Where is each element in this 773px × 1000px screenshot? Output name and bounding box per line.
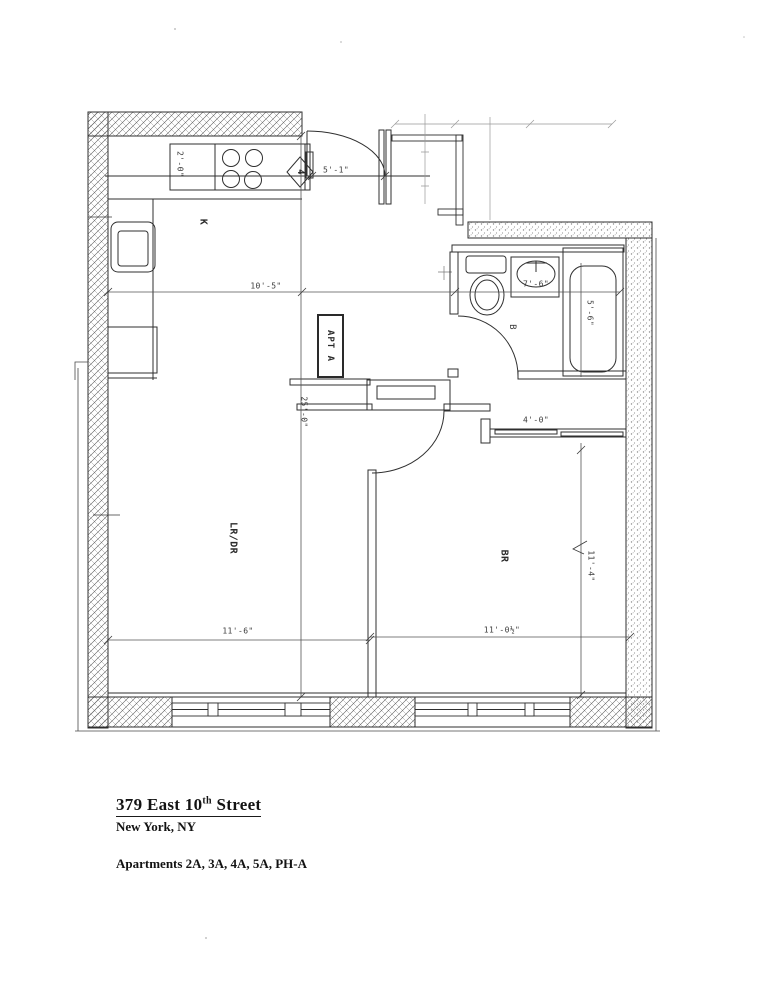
dim-kitchen-width: 10'-5": [250, 281, 282, 291]
dim-entry-width: 5'-1": [322, 165, 350, 175]
apartments-list: Apartments 2A, 3A, 4A, 5A, PH-A: [116, 856, 308, 871]
lr-br-partition: [368, 470, 376, 697]
door-tag-number: 4: [295, 169, 305, 175]
foyer-walls: [392, 135, 463, 225]
stove-burner: [223, 171, 240, 188]
construction-lines: [391, 114, 616, 280]
dimension-lines: [88, 132, 634, 701]
dim-counter-depth: 2'-0": [175, 150, 185, 178]
toilet-tank: [466, 256, 506, 273]
apartment-tag-label: APT A: [325, 329, 336, 363]
stove-burner: [245, 172, 262, 189]
dim-bath-width: 7'-6": [522, 279, 550, 289]
hall-closet: [367, 380, 450, 410]
closet-sliding-door: [561, 432, 623, 436]
dim-living-width: 11'-6": [222, 626, 254, 636]
stove-burner: [223, 150, 240, 167]
room-label-kitchen: K: [197, 218, 209, 226]
closet-sliding-door: [495, 430, 557, 434]
apartment-tag-box: [317, 314, 344, 378]
room-label-bathroom: B: [507, 324, 517, 330]
address-city: New York, NY: [116, 819, 197, 834]
address-block: [116, 795, 307, 872]
dim-bedroom-width: 11'-0½": [483, 625, 521, 635]
address-suffix: Street: [211, 795, 262, 814]
dim-apartment-depth: 25'-0": [299, 396, 309, 428]
refrigerator: [108, 327, 157, 373]
stove-burner: [246, 150, 263, 167]
room-label-bedroom: BR: [498, 549, 510, 563]
room-label-living-dining: LR/DR: [227, 521, 239, 555]
address-title: [116, 795, 261, 817]
dim-bedroom-depth: 11'-4": [586, 550, 596, 582]
dim-closet-width: 4'-0": [522, 415, 550, 425]
bathroom-fixtures: [448, 245, 626, 379]
dim-tub-length: 5'-6": [585, 299, 595, 327]
hall-closets: [290, 379, 626, 697]
address-prefix: 379 East 10: [116, 795, 203, 814]
bedroom-door-arc: [372, 411, 444, 473]
address-ordinal: th: [202, 795, 212, 807]
